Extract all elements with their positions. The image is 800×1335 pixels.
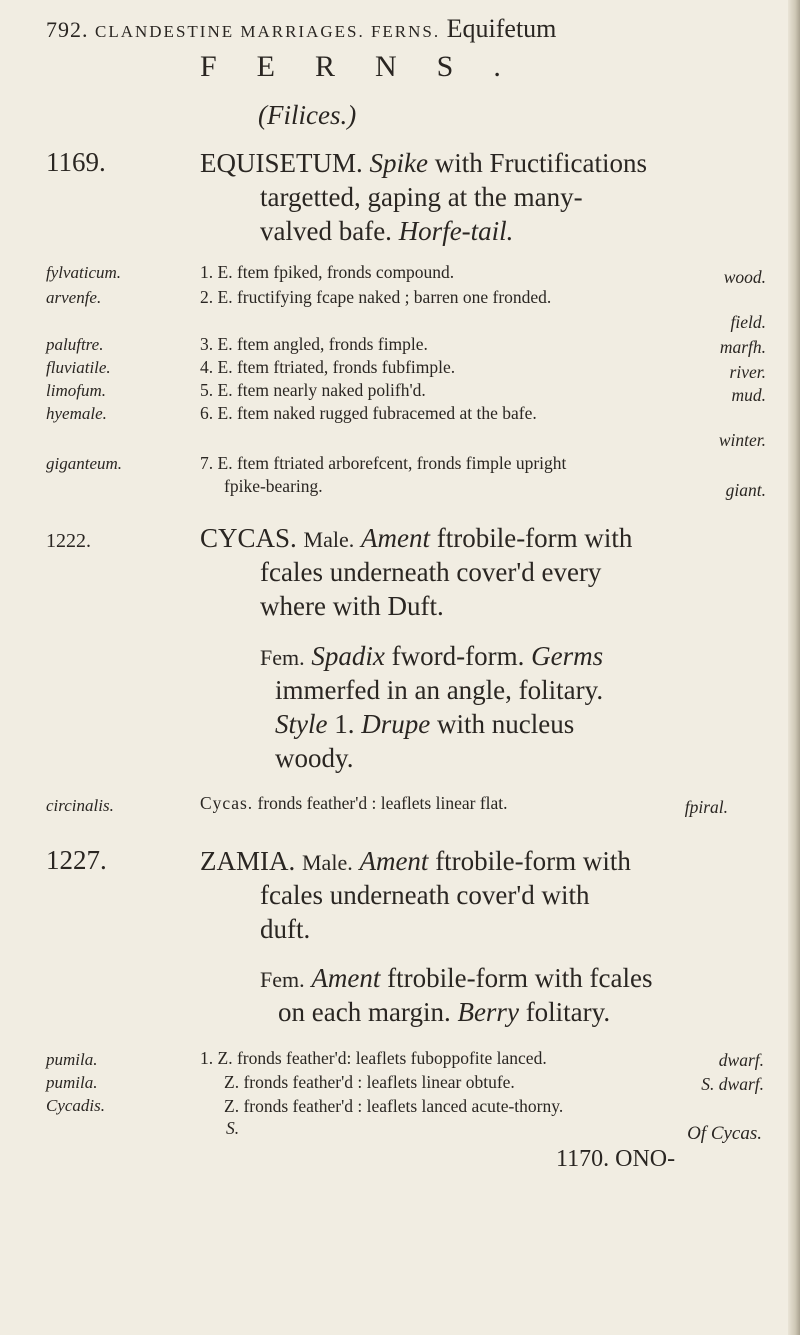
genus-name: EQUISETUM. — [200, 148, 363, 178]
genus-name: ZAMIA. — [200, 846, 296, 876]
species-name: limofum. — [46, 381, 106, 400]
description-line — [260, 640, 603, 674]
header-words: CLANDESTINE MARRIAGES. FERNS. — [95, 22, 441, 41]
species-description: 4. E. ftem ftriated, fronds fubfimple. — [200, 357, 456, 377]
habitat: S. dwarf. — [701, 1074, 764, 1094]
running-header — [46, 14, 556, 44]
term: Spike — [369, 148, 428, 178]
description-line: woody. — [275, 743, 354, 773]
species-description — [200, 793, 508, 814]
description-text: on each margin. — [278, 997, 451, 1027]
species-name: hyemale. — [46, 404, 107, 423]
term: Germs — [531, 641, 604, 671]
species-description: 6. E. ftem naked rugged fubracemed at the bafe. — [200, 403, 537, 423]
species-name: fluviatile. — [46, 358, 111, 377]
species-description: 2. E. fructifying fcape naked ; barren one fronded. — [200, 287, 552, 307]
description-text: fword-form. — [391, 641, 525, 671]
term: Style — [275, 709, 328, 739]
habitat: mud. — [731, 385, 766, 405]
species-description: 7. E. ftem ftriated arborefcent, fronds fimple upright — [200, 453, 567, 473]
description-line — [260, 962, 653, 996]
genus-description — [200, 522, 632, 556]
species-description: 5. E. ftem nearly naked polifh'd. — [200, 380, 426, 400]
description-text: 1. — [334, 709, 355, 739]
description-text: fronds feather'd : leaflets linear flat. — [257, 793, 508, 813]
section-mark: S. — [226, 1118, 240, 1138]
description-text: ftrobile-form with — [435, 846, 631, 876]
species-description: 3. E. ftem angled, fronds fimple. — [200, 334, 428, 354]
genus-description — [200, 147, 647, 179]
sex-label: Fem. — [260, 967, 305, 992]
catchword: 1170. ONO- — [556, 1146, 676, 1172]
cross-reference: Of Cycas. — [687, 1123, 762, 1144]
description-text: with Fructifications — [434, 148, 647, 178]
species-name: arvenfe. — [46, 288, 102, 307]
term: Ament — [359, 846, 429, 876]
species-name: pumila. — [46, 1050, 98, 1069]
sex-label: Fem. — [260, 645, 305, 670]
species-name: fylvaticum. — [46, 263, 122, 282]
genus-name: CYCAS. — [200, 523, 297, 553]
description-text: ftrobile-form with — [436, 523, 633, 553]
sex-label: Male. — [303, 527, 355, 552]
description-line — [275, 708, 574, 740]
species-name: paluftre. — [46, 335, 104, 354]
term: Ament — [311, 963, 381, 993]
description-line: immerfed in an angle, folitary. — [275, 675, 604, 705]
species-description: 1. Z. fronds feather'd: leaflets fuboppofite lanced. — [200, 1048, 547, 1068]
term: Spadix — [311, 641, 385, 671]
description-line: fcales underneath cover'd with — [260, 880, 590, 910]
sex-label: Male. — [302, 850, 353, 875]
species-description-cont: fpike-bearing. — [224, 476, 323, 496]
habitat: dwarf. — [718, 1050, 764, 1070]
species-name: circinalis. — [46, 796, 114, 815]
habitat: field. — [730, 312, 766, 332]
description-text: ftrobile-form with fcales — [387, 963, 653, 993]
section-title: FERNS. — [200, 50, 541, 83]
genus-description — [200, 845, 631, 879]
species-name: giganteum. — [46, 454, 123, 473]
species-description: Z. fronds feather'd : leaflets lanced acute-thorny. — [224, 1096, 564, 1116]
species-description: Z. fronds feather'd : leaflets linear obtufe. — [224, 1072, 515, 1092]
habitat: fpiral. — [684, 797, 728, 817]
species-name: Cycadis. — [46, 1096, 106, 1115]
description-text: valved bafe. — [260, 216, 392, 246]
running-title: Equifetum — [446, 14, 557, 43]
description-line: targetted, gaping at the many- — [260, 182, 583, 212]
description-line: where with Duft. — [260, 591, 444, 621]
habitat: river. — [729, 362, 766, 382]
description-line — [278, 996, 610, 1028]
habitat: marfh. — [719, 337, 766, 357]
common-name: Horfe-tail. — [398, 216, 514, 246]
description-line: fcales underneath cover'd every — [260, 557, 602, 587]
habitat: winter. — [718, 430, 766, 450]
page-edge-shadow — [788, 0, 800, 1335]
species-lead: Cycas. — [200, 793, 254, 813]
species-name: pumila. — [46, 1073, 98, 1092]
entry-number: 1227. — [46, 845, 107, 875]
term: Ament — [360, 523, 430, 553]
habitat: wood. — [723, 267, 766, 287]
entry-number: 1222. — [46, 530, 91, 552]
description-text: with nucleus — [436, 709, 575, 739]
term: Drupe — [361, 709, 431, 739]
section-subtitle: (Filices.) — [258, 100, 357, 130]
description-line: duft. — [260, 914, 311, 944]
species-description: 1. E. ftem fpiked, fronds compound. — [200, 262, 455, 282]
term: Berry — [457, 997, 519, 1027]
page-number: 792. — [46, 17, 89, 42]
entry-number: 1169. — [46, 147, 106, 177]
description-text: folitary. — [525, 997, 611, 1027]
habitat: giant. — [725, 480, 766, 500]
description-line — [260, 215, 513, 247]
